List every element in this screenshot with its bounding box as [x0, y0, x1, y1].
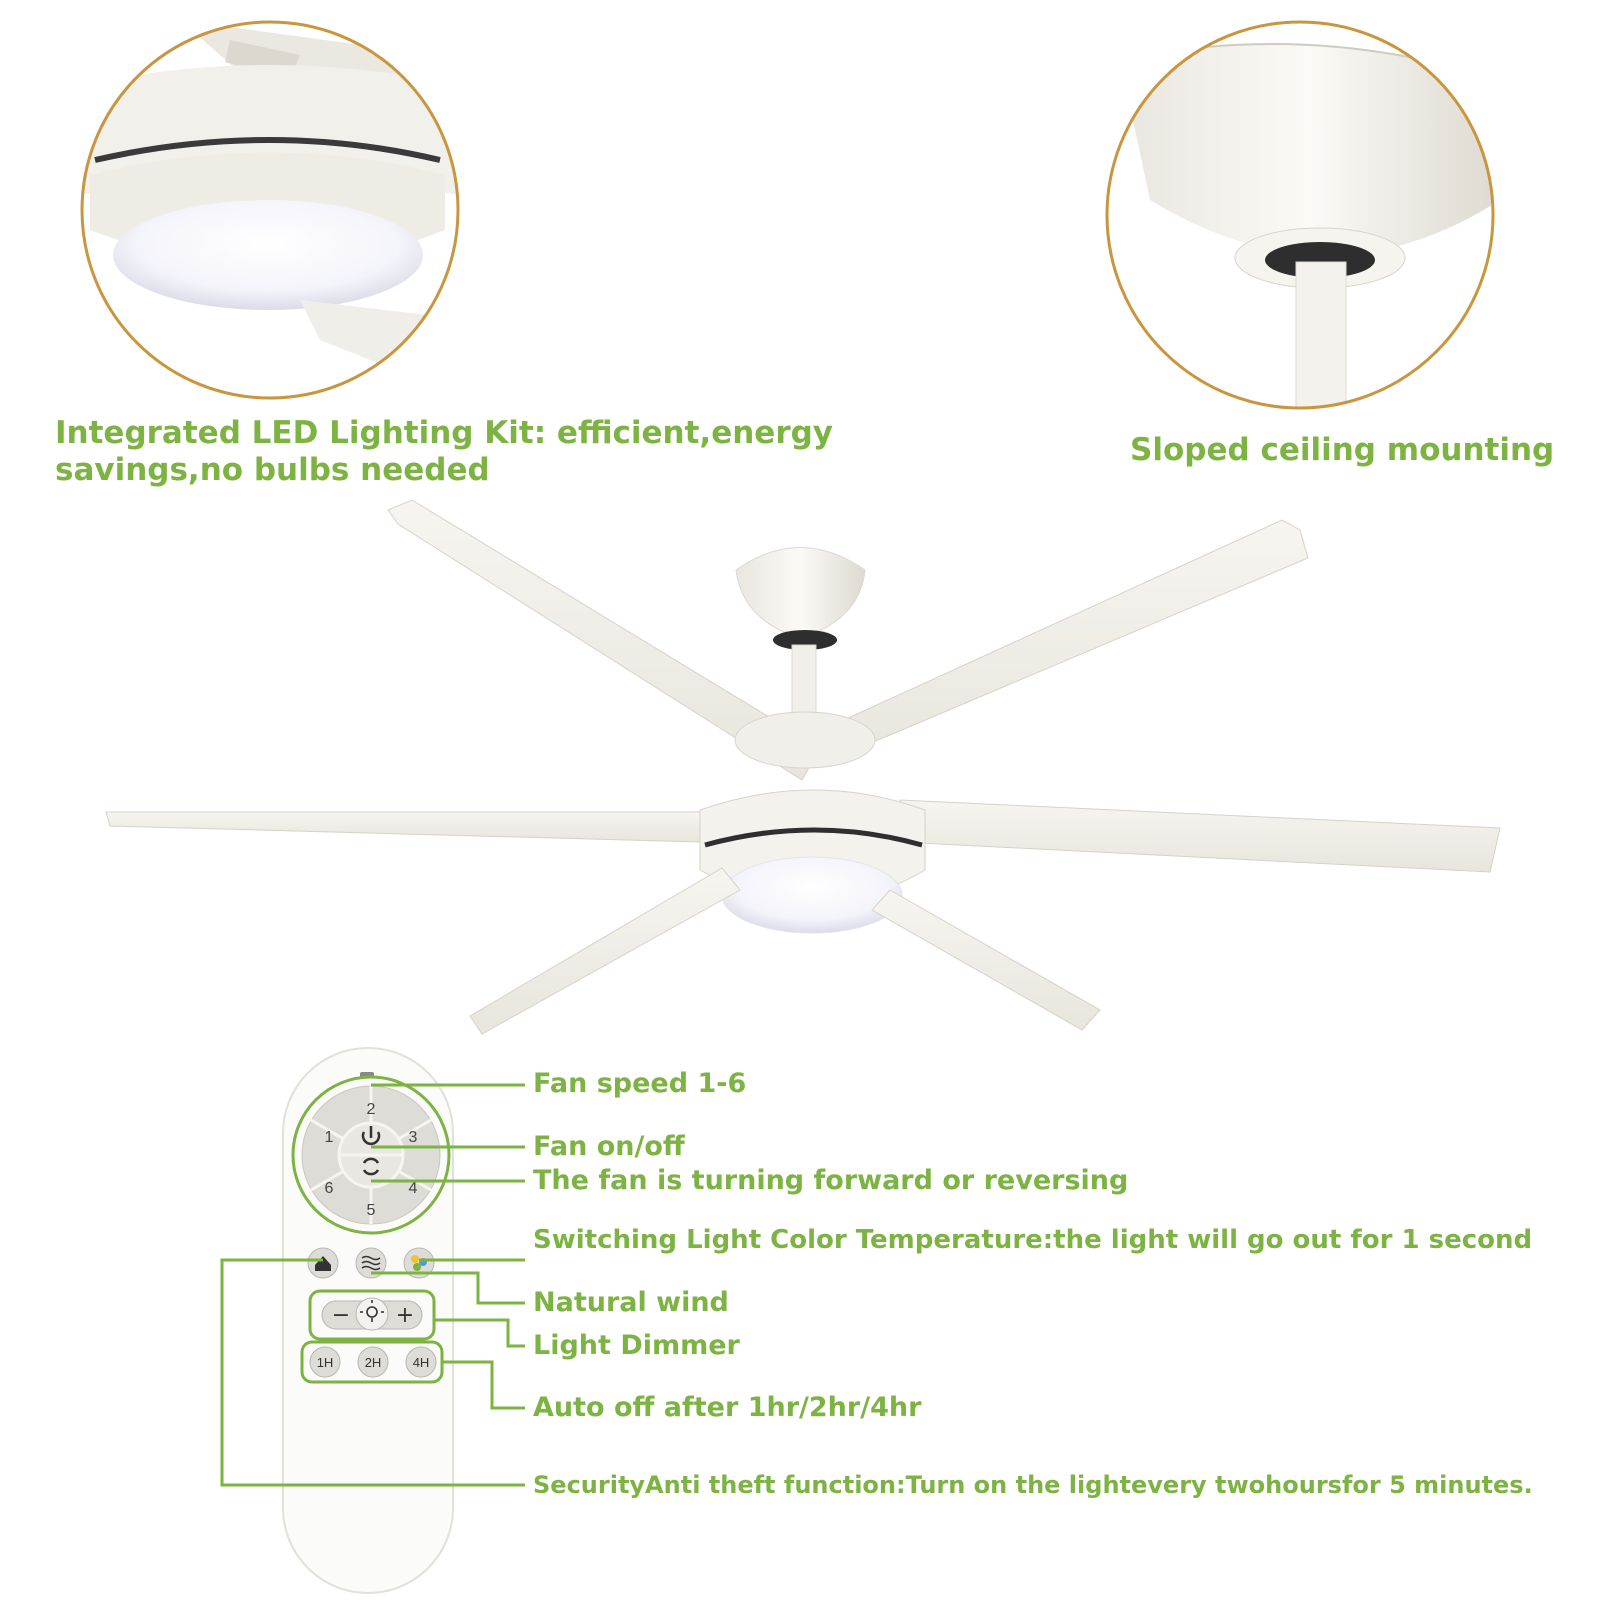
light-dimmer-label: Light Dimmer: [533, 1330, 740, 1361]
fan-blade: [800, 520, 1308, 768]
dial-number[interactable]: 1: [324, 1129, 334, 1146]
dimmer-plus-button[interactable]: +: [395, 1303, 415, 1328]
led-kit-caption-line1: Integrated LED Lighting Kit: efficient,energy: [55, 415, 834, 451]
dimmer-minus-button[interactable]: −: [331, 1303, 351, 1328]
ceiling-mount-detail-circle: [1107, 22, 1500, 422]
fan-speed-label: Fan speed 1-6: [533, 1068, 747, 1099]
fan-blade: [106, 812, 700, 842]
auto-off-label: Auto off after 1hr/2hr/4hr: [533, 1392, 922, 1423]
timer-1h-button[interactable]: [310, 1347, 340, 1377]
timer-2h-label: 2H: [364, 1355, 382, 1370]
dial-number[interactable]: 6: [324, 1180, 334, 1197]
color-temperature-label: Switching Light Color Temperature:the light will go out for 1 second: [533, 1225, 1533, 1255]
timer-1h-label: 1H: [316, 1355, 334, 1370]
security-button[interactable]: [308, 1248, 338, 1278]
fan-onoff-label: Fan on/off: [533, 1131, 685, 1162]
led-kit-caption: [55, 415, 833, 489]
ceiling-fan: [106, 500, 1500, 1034]
dial-number[interactable]: 5: [366, 1202, 376, 1219]
security-label: SecurityAnti theft function:Turn on the lightevery twohoursfor 5 minutes.: [533, 1471, 1533, 1499]
fan-blade: [872, 890, 1100, 1030]
fan-blade: [470, 868, 740, 1034]
led-kit-caption-line2: savings,no bulbs needed: [55, 452, 490, 488]
led-detail-circle: [60, 20, 480, 400]
dial-number[interactable]: 2: [366, 1101, 376, 1118]
light-dimmer-control[interactable]: [322, 1298, 422, 1330]
remote-control: [283, 1048, 453, 1593]
natural-wind-label: Natural wind: [533, 1287, 729, 1318]
fan-direction-label: The fan is turning forward or reversing: [533, 1165, 1129, 1196]
timer-2h-button[interactable]: [358, 1347, 388, 1377]
dial-number[interactable]: 3: [408, 1129, 418, 1146]
dial-number[interactable]: 4: [408, 1180, 418, 1197]
sloped-ceiling-caption: Sloped ceiling mounting: [1130, 432, 1555, 468]
fan-blade: [900, 800, 1500, 872]
timer-4h-label: 4H: [412, 1355, 430, 1370]
timer-4h-button[interactable]: [406, 1347, 436, 1377]
